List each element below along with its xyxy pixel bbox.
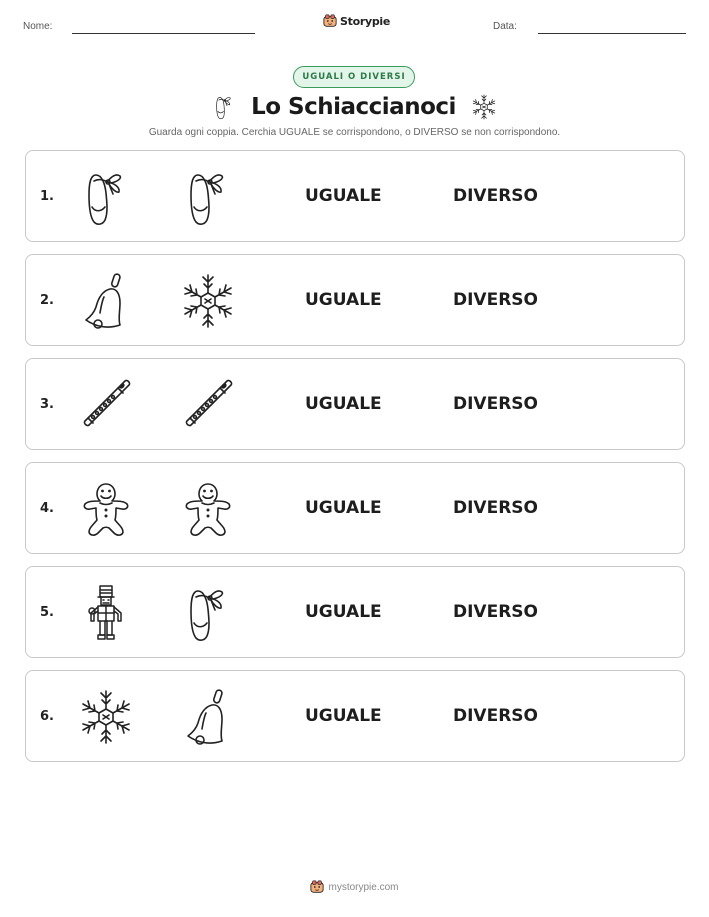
worksheet-type-badge: UGUALI O DIVERSI: [293, 66, 415, 88]
row-number: 3.: [40, 396, 54, 412]
storypie-logo-icon: [310, 880, 324, 894]
ballet-shoe-icon: [178, 583, 238, 643]
same-option[interactable]: UGUALE: [305, 186, 382, 206]
row-number: 2.: [40, 292, 54, 308]
ballet-shoe-icon: [211, 92, 237, 122]
footer-url[interactable]: mystorypie.com: [328, 881, 399, 893]
different-option[interactable]: DIVERSO: [453, 394, 538, 414]
snowflake-icon: [178, 271, 238, 331]
name-label: Nome:: [23, 21, 53, 32]
different-option[interactable]: DIVERSO: [453, 498, 538, 518]
same-option[interactable]: UGUALE: [305, 394, 382, 414]
different-option[interactable]: DIVERSO: [453, 706, 538, 726]
different-option[interactable]: DIVERSO: [453, 290, 538, 310]
brand-name: Storypie: [340, 14, 391, 28]
flute-icon: [76, 375, 136, 435]
same-option[interactable]: UGUALE: [305, 498, 382, 518]
exercise-row-3: [25, 358, 685, 450]
ballet-shoe-icon: [178, 167, 238, 227]
page-title: Lo Schiaccianoci: [251, 94, 456, 120]
footer: [0, 880, 709, 894]
exercise-row-5: [25, 566, 685, 658]
same-option[interactable]: UGUALE: [305, 290, 382, 310]
same-option[interactable]: UGUALE: [305, 706, 382, 726]
snowflake-icon: [76, 687, 136, 747]
bell-icon: [76, 271, 136, 331]
different-option[interactable]: DIVERSO: [453, 602, 538, 622]
exercise-row-6: [25, 670, 685, 762]
different-option[interactable]: DIVERSO: [453, 186, 538, 206]
exercise-row-1: [25, 150, 685, 242]
ballet-shoe-icon: [76, 167, 136, 227]
exercise-row-2: [25, 254, 685, 346]
gingerbread-man-icon: [178, 479, 238, 539]
bell-icon: [178, 687, 238, 747]
title-row: [0, 88, 709, 126]
row-number: 4.: [40, 500, 54, 516]
date-line[interactable]: [538, 33, 686, 34]
date-label: Data:: [493, 21, 517, 32]
flute-icon: [178, 375, 238, 435]
exercise-row-4: [25, 462, 685, 554]
row-number: 6.: [40, 708, 54, 724]
nutcracker-icon: [76, 583, 136, 643]
storypie-logo-icon: [323, 14, 337, 28]
snowflake-icon: [470, 93, 498, 121]
gingerbread-man-icon: [76, 479, 136, 539]
instructions: Guarda ogni coppia. Cerchia UGUALE se corrispondono, o DIVERSO se non corrispondono.: [148, 127, 561, 138]
row-number: 5.: [40, 604, 54, 620]
same-option[interactable]: UGUALE: [305, 602, 382, 622]
row-number: 1.: [40, 188, 54, 204]
name-line[interactable]: [72, 33, 255, 34]
brand-logo: [323, 14, 390, 28]
